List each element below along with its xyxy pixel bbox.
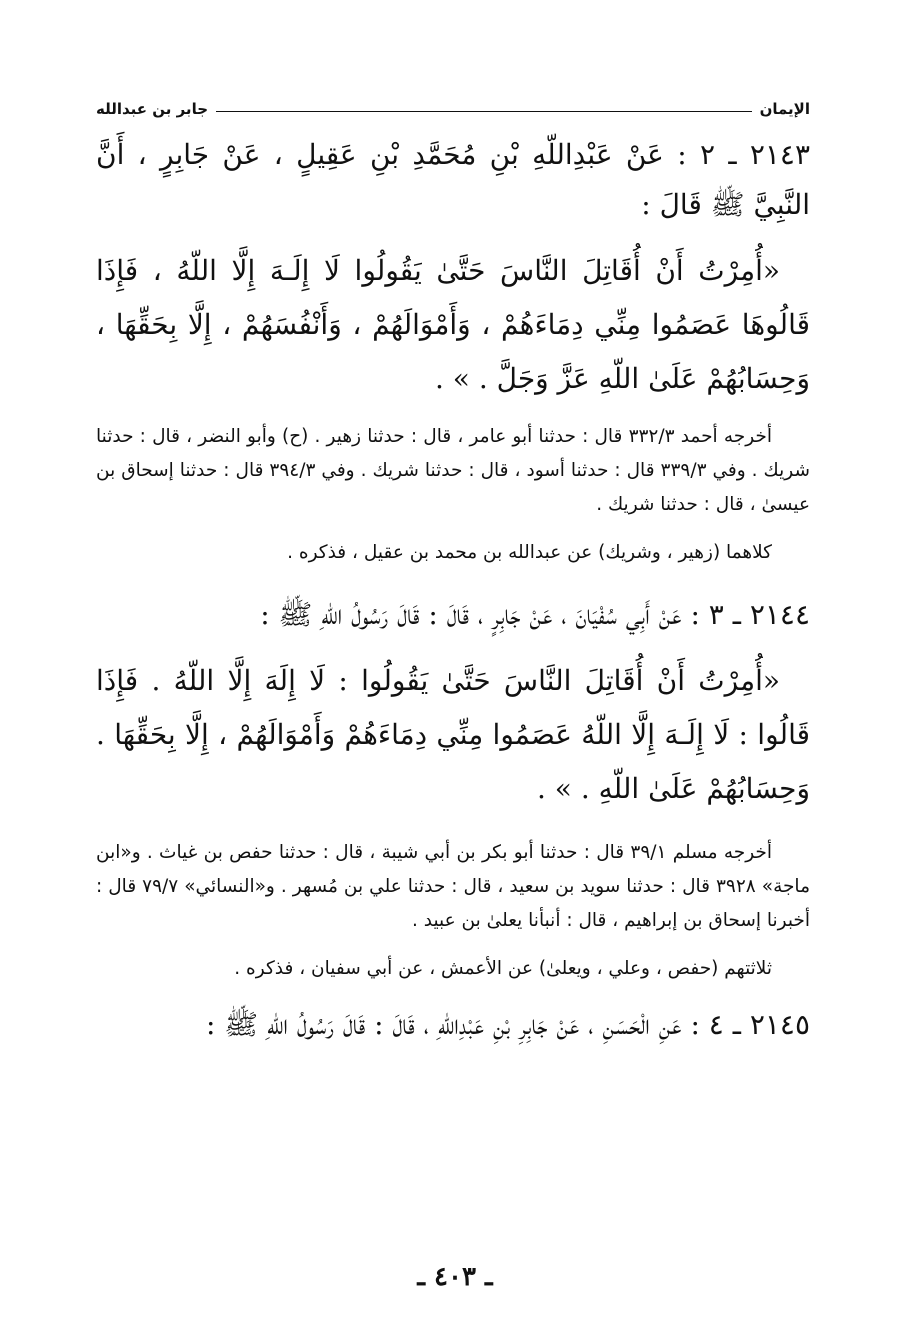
hadith-2144-isnad: ٢١٤٤ ـ ٣ : عَنْ أَبِي سُفْيَانَ ، عَنْ جَابِرٍ ، قَالَ : قَالَ رَسُولُ اللّهِ ﷺ : [260,598,810,631]
narrator-title: جابر بن عبدالله [96,100,209,118]
hadith-2144-summary: ثلاثتهم (حفص ، وعلي ، ويعلىٰ) عن الأعمش ، عن أبي سفيان ، فذكره . [234,958,772,979]
hadith-2143-takhrij: أخرجه أحمد ٣٣٢/٣ قال : حدثنا أبو عامر ، قال : حدثنا زهير . (ح) وأبو النضر ، قال : حدثنا شريك . وفي ٣٣٩/٣ قال : حدثنا أسود ، قال : حدثنا شريك . وفي ٣٩٤/٣ قال : حدثنا إسحاق بن عيسىٰ ، قال : حدثنا شريك . [96,426,811,515]
page-number: ـ ٤٠٣ ـ [417,1262,493,1292]
hadith-2145-isnad: ٢١٤٥ ـ ٤ : عَنِ الْحَسَنِ ، عَنْ جَابِرِ بْنِ عَبْدِاللّهِ ، قَالَ : قَالَ رَسُولُ اللّهِ ﷺ : [205,1008,810,1041]
hadith-2144-takhrij: أخرجه مسلم ٣٩/١ قال : حدثنا أبو بكر بن أبي شيبة ، قال : حدثنا حفص بن غياث . و«ابن ماجة» ٣٩٢٨ قال : حدثنا سويد بن سعيد ، قال : حدثنا علي بن مُسهر . و«النسائي» ٧٩/٧ قال : أخبرنا إسحاق بن إبراهيم ، قال : أنبأنا يعلىٰ بن عبيد . [96,842,810,931]
hadith-2143-isnad: ٢١٤٣ ـ ٢ : عَنْ عَبْدِاللّهِ بْنِ مُحَمَّدِ بْنِ عَقِيلٍ ، عَنْ جَابِرٍ ، أَنَّ النَّبِيَّ ﷺ قَالَ : [96,138,810,221]
running-header [96,92,810,118]
hadith-2143-matn: «أُمِرْتُ أَنْ أُقَاتِلَ النَّاسَ حَتَّىٰ يَقُولُوا لَا إِلَـهَ إِلَّا اللّهُ ، فَإِذَا قَالُوهَا عَصَمُوا مِنِّي دِمَاءَهُمْ ، وَأَمْوَالَهُمْ ، وَأَنْفُسَهُمْ ، إِلَّا بِحَقِّهَا ، وَحِسَابُهُمْ عَلَىٰ اللّهِ عَزَّ وَجَلَّ . » . [96,254,811,395]
chapter-title: الإيمان [759,100,810,118]
hadith-2143-summary: كلاهما (زهير ، وشريك) عن عبدالله بن محمد بن عقيل ، فذكره . [287,542,772,563]
page-body [96,128,810,1050]
header-rule [216,111,752,112]
hadith-2144-matn: «أُمِرْتُ أَنْ أُقَاتِلَ النَّاسَ حَتَّىٰ يَقُولُوا : لَا إِلَهَ إِلَّا اللّهُ . فَإِذَا قَالُوا : لَا إِلَـهَ إِلَّا اللّهُ عَصَمُوا مِنِّي دِمَاءَهُمْ وَأَمْوَالَهُمْ ، إِلَّا بِحَقِّهَا . وَحِسَابُهُمْ عَلَىٰ اللّهِ . » . [96,664,811,805]
